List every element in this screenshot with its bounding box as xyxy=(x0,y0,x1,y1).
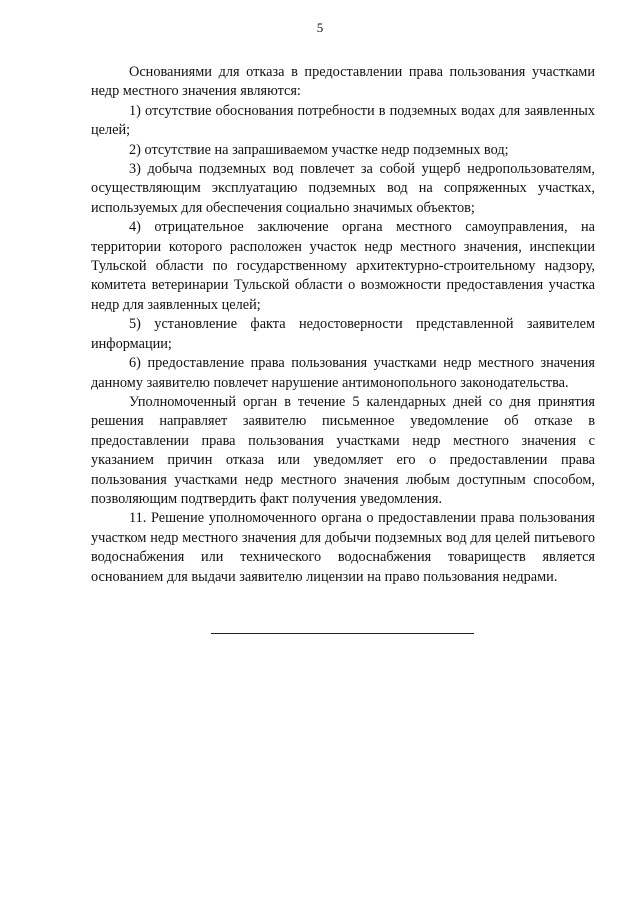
paragraph-item-2: 2) отсутствие на запрашиваемом участке недр подземных вод; xyxy=(129,141,509,158)
end-separator-line xyxy=(211,633,474,634)
paragraph-refusal-grounds: Основаниями для отказа в предоставлении права пользования участками недр местного значения являются: xyxy=(91,64,595,100)
paragraph-item-3: 3) добыча подземных вод повлечет за собой ущерб недропользователям, осуществляющим эксплуатацию подземных вод на сопряженных участках, используемых для обеспечения социально значимых объектов; xyxy=(91,161,595,216)
page-number: 5 xyxy=(316,20,324,35)
paragraph-11: 11. Решение уполномоченного органа о предоставлении права пользования участком недр местного значения для добычи подземных вод для целей питьевого водоснабжения или технического водоснабжения товариществ является основанием для выдачи заявителю лицензии на право пользования недрами. xyxy=(91,510,595,585)
document-body xyxy=(91,63,595,587)
paragraph-notification: Уполномоченный орган в течение 5 календарных дней со дня принятия решения направляет заявителю письменное уведомление об отказе в предоставлении права пользования участками недр местного значения с указанием причин отказа или уведомляет его о предоставлении права пользования участками недр местного значения любым доступным способом, позволяющим подтвердить факт получения уведомления. xyxy=(91,393,595,507)
paragraph-item-6: 6) предоставление права пользования участками недр местного значения данному заявителю повлечет нарушение антимонопольного законодательства. xyxy=(91,355,595,391)
paragraph-item-4: 4) отрицательное заключение органа местного самоуправления, на территории которого расположен участок недр местного значения, инспекции Тульской области по государственному архитектурно-строительному надзору, комитета ветеринарии Тульской области о возможности предоставления участка недр для заявленных целей; xyxy=(91,219,595,313)
paragraph-item-5: 5) установление факта недостоверности представленной заявителем информации; xyxy=(91,316,595,352)
paragraph-item-1: 1) отсутствие обоснования потребности в подземных водах для заявленных целей; xyxy=(91,102,595,139)
